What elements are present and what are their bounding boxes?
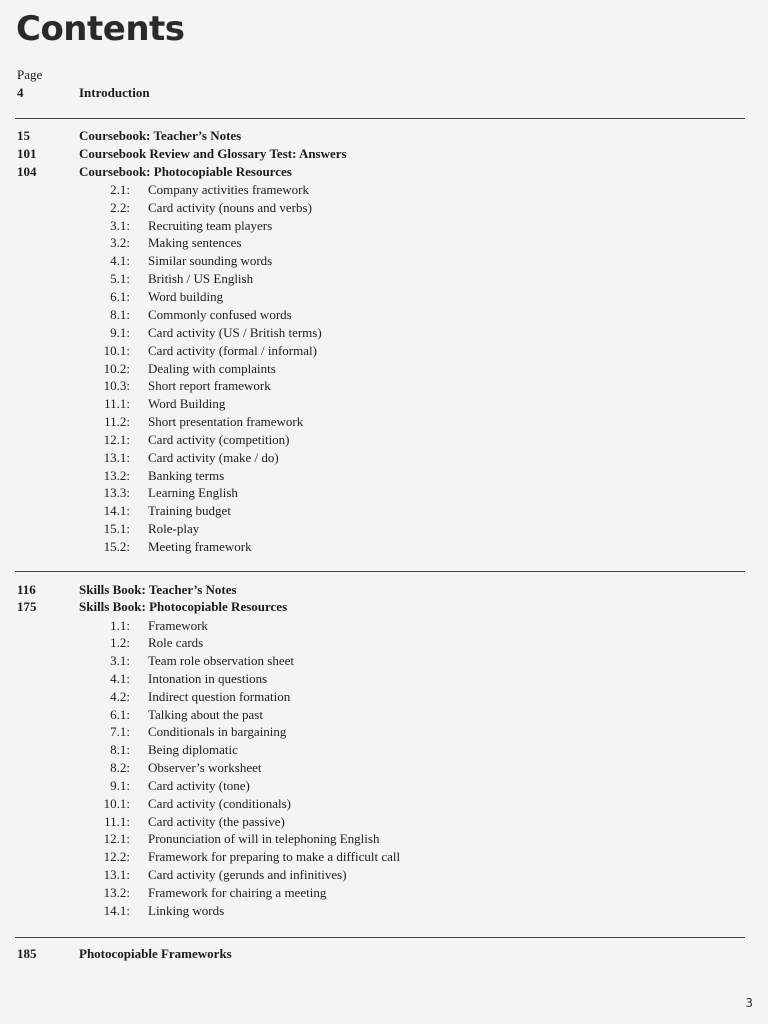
resource-title: Similar sounding words	[148, 253, 273, 268]
resource-title: Word Building	[148, 396, 226, 411]
resource-title: Training budget	[148, 503, 231, 518]
toc-entry	[17, 163, 292, 181]
resource-item	[90, 431, 290, 449]
resource-item	[90, 706, 263, 724]
resource-title: Short report framework	[148, 378, 271, 393]
toc-page-number: 101	[17, 146, 37, 161]
toc-entry	[17, 581, 237, 599]
resource-title: Framework for preparing to make a difficult call	[148, 849, 401, 864]
resource-code: 14.1:	[103, 903, 130, 918]
resource-title: Role-play	[148, 521, 200, 536]
resource-title: Commonly confused words	[148, 307, 292, 322]
resource-title: Card activity (make / do)	[148, 450, 279, 465]
resource-title: Card activity (conditionals)	[148, 796, 291, 811]
resource-title: Card activity (tone)	[148, 778, 250, 793]
resource-code: 2.1:	[110, 182, 130, 197]
resource-title: Card activity (competition)	[148, 432, 290, 447]
toc-title: Photocopiable Frameworks	[79, 946, 232, 961]
resource-code: 14.1:	[103, 503, 130, 518]
resource-item	[90, 759, 261, 777]
toc-entry	[17, 598, 287, 616]
resource-item	[90, 199, 312, 217]
resource-item	[90, 866, 347, 884]
resource-code: 10.1:	[103, 796, 130, 811]
resource-item	[90, 723, 286, 741]
resource-code: 8.1:	[110, 742, 130, 757]
resource-code: 10.3:	[103, 378, 130, 393]
resource-title: Card activity (the passive)	[148, 814, 285, 829]
resource-title: Company activities framework	[148, 182, 310, 197]
resource-item	[90, 848, 400, 866]
resource-item	[90, 234, 242, 252]
toc-page-number: 116	[17, 582, 36, 597]
resource-code: 15.2:	[103, 539, 130, 554]
resource-item	[90, 813, 285, 831]
resource-code: 6.1:	[110, 289, 130, 304]
page-number: 3	[745, 996, 753, 1010]
resource-code: 15.1:	[103, 521, 130, 536]
resource-title: Framework	[148, 618, 208, 633]
page-title: Contents	[16, 9, 185, 49]
resource-item	[90, 688, 290, 706]
resource-title: Making sentences	[148, 235, 242, 250]
resource-title: Framework for chairing a meeting	[148, 885, 327, 900]
resource-title: Learning English	[148, 485, 238, 500]
resource-title: Card activity (US / British terms)	[148, 325, 322, 340]
resource-code: 9.1:	[110, 778, 130, 793]
section-divider	[15, 571, 745, 572]
resource-code: 13.3:	[103, 485, 130, 500]
resource-item	[90, 538, 252, 556]
resource-code: 12.2:	[103, 849, 130, 864]
resource-title: Pronunciation of will in telephoning English	[148, 831, 380, 846]
resource-code: 13.1:	[103, 450, 130, 465]
resource-code: 8.1:	[110, 307, 130, 322]
toc-page-number: 15	[17, 128, 30, 143]
resource-code: 6.1:	[110, 707, 130, 722]
resource-code: 8.2:	[110, 760, 130, 775]
resource-title: Meeting framework	[148, 539, 252, 554]
resource-title: Card activity (nouns and verbs)	[148, 200, 312, 215]
resource-title: Being diplomatic	[148, 742, 238, 757]
resource-title: Banking terms	[148, 468, 225, 483]
resource-item	[90, 270, 253, 288]
resource-item	[90, 634, 203, 652]
resource-item	[90, 324, 322, 342]
resource-code: 5.1:	[110, 271, 130, 286]
resource-item	[90, 360, 276, 378]
resource-code: 10.1:	[103, 343, 130, 358]
resource-item	[90, 502, 231, 520]
section-divider	[15, 937, 745, 938]
resource-item	[90, 670, 267, 688]
toc-page-number: 175	[17, 599, 37, 614]
resource-item	[90, 884, 326, 902]
resource-code: 9.1:	[110, 325, 130, 340]
resource-item	[90, 777, 250, 795]
resource-code: 12.1:	[103, 432, 130, 447]
resource-title: Short presentation framework	[148, 414, 304, 429]
resource-item	[90, 377, 271, 395]
toc-page-number: 104	[17, 164, 37, 179]
resource-code: 1.2:	[110, 635, 130, 650]
resource-title: Linking words	[148, 903, 225, 918]
resource-code: 4.2:	[110, 689, 130, 704]
resource-item	[90, 520, 199, 538]
resource-title: Conditionals in bargaining	[148, 724, 287, 739]
toc-page-number: 185	[17, 946, 37, 961]
toc-entry	[17, 945, 232, 963]
resource-title: British / US English	[148, 271, 254, 286]
resource-title: Role cards	[148, 635, 204, 650]
toc-title: Coursebook: Teacher’s Notes	[79, 128, 242, 143]
resource-item	[90, 181, 309, 199]
resource-code: 3.1:	[110, 653, 130, 668]
resource-title: Dealing with complaints	[148, 361, 276, 376]
resource-title: Team role observation sheet	[148, 653, 295, 668]
toc-entry	[17, 145, 347, 163]
resource-code: 13.2:	[103, 885, 130, 900]
resource-item	[90, 795, 291, 813]
resource-code: 1.1:	[110, 618, 130, 633]
resource-code: 13.2:	[103, 468, 130, 483]
toc-title: Skills Book: Photocopiable Resources	[79, 599, 288, 614]
resource-item	[90, 449, 279, 467]
resource-title: Observer’s worksheet	[148, 760, 262, 775]
resource-title: Word building	[148, 289, 224, 304]
resource-code: 10.2:	[103, 361, 130, 376]
resource-code: 11.1:	[104, 396, 130, 411]
resource-code: 4.1:	[110, 671, 130, 686]
resource-item	[90, 342, 317, 360]
resource-item	[90, 617, 208, 635]
resource-code: 2.2:	[110, 200, 130, 215]
section-divider	[15, 118, 745, 119]
resource-item	[90, 306, 292, 324]
resource-item	[90, 288, 223, 306]
toc-title: Skills Book: Teacher’s Notes	[79, 582, 237, 597]
resource-item	[90, 217, 272, 235]
toc-page-number: 4	[17, 85, 24, 100]
resource-code: 3.1:	[110, 218, 130, 233]
resource-code: 7.1:	[110, 724, 130, 739]
resource-title: Recruiting team players	[148, 218, 273, 233]
resource-item	[90, 830, 379, 848]
resource-title: Intonation in questions	[148, 671, 268, 686]
resource-item	[90, 484, 238, 502]
resource-item	[90, 395, 225, 413]
resource-title: Indirect question formation	[148, 689, 291, 704]
resource-title: Talking about the past	[148, 707, 263, 722]
resource-item	[90, 252, 272, 270]
resource-code: 4.1:	[110, 253, 130, 268]
resource-item	[90, 467, 224, 485]
toc-title: Coursebook: Photocopiable Resources	[79, 164, 292, 179]
resource-title: Card activity (gerunds and infinitives)	[148, 867, 347, 882]
toc-title: Introduction	[79, 85, 150, 100]
resource-code: 3.2:	[110, 235, 130, 250]
resource-code: 13.1:	[103, 867, 130, 882]
resource-item	[90, 413, 303, 431]
resource-code: 11.2:	[104, 414, 130, 429]
resource-item	[90, 902, 224, 920]
page-column-label: Page	[17, 67, 43, 82]
toc-entry	[17, 127, 241, 145]
toc-entry-introduction	[17, 84, 150, 102]
resource-code: 11.1:	[104, 814, 130, 829]
resource-item	[90, 652, 294, 670]
resource-code: 12.1:	[103, 831, 130, 846]
resource-item	[90, 741, 238, 759]
toc-title: Coursebook Review and Glossary Test: Answers	[79, 146, 347, 161]
resource-title: Card activity (formal / informal)	[148, 343, 317, 358]
